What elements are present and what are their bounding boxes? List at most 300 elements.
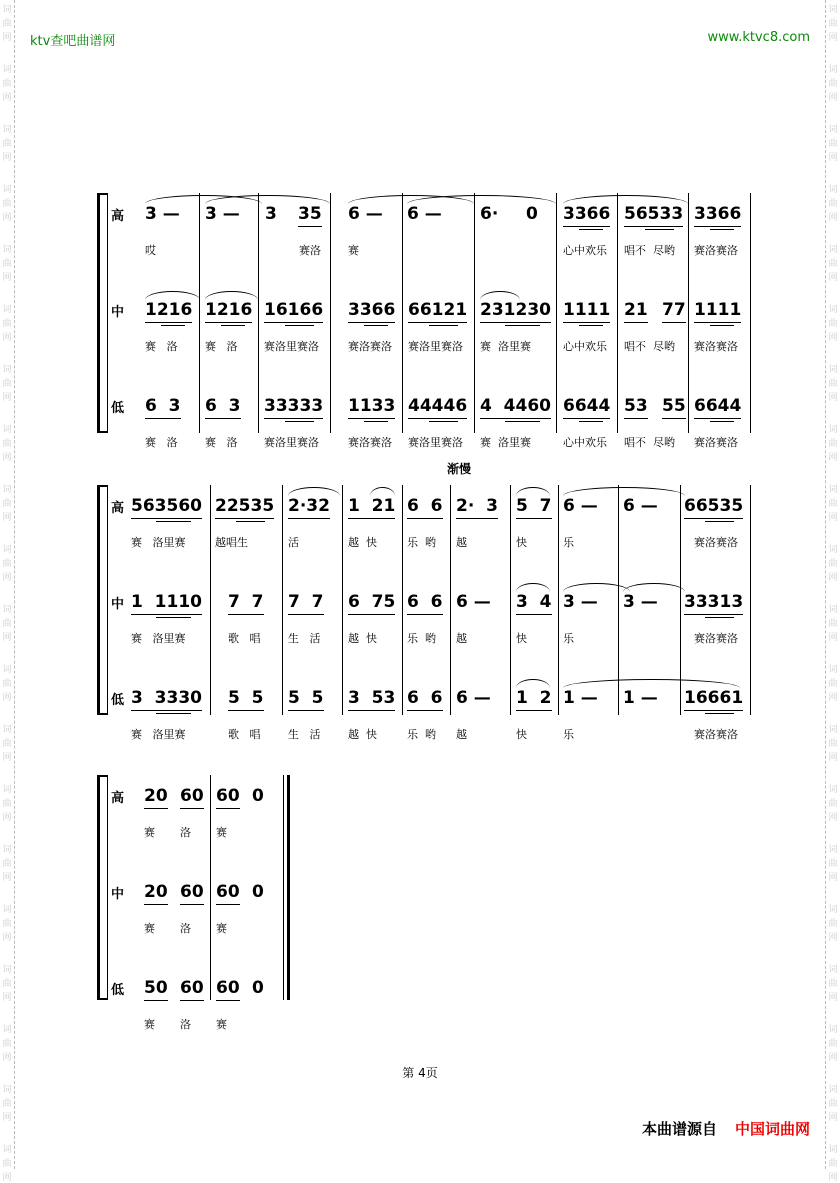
watermark-char: 曲 xyxy=(2,199,12,209)
lyric-text: 赛 洛 xyxy=(145,340,178,353)
beam-line xyxy=(364,325,388,326)
beam-line xyxy=(180,808,204,809)
watermark-char: 词 xyxy=(828,605,838,615)
note-group: 7 7 xyxy=(288,592,324,612)
beam-line xyxy=(145,418,181,419)
beam-line xyxy=(710,325,734,326)
watermark-char: 网 xyxy=(828,933,838,943)
note-group: 77 xyxy=(662,300,686,320)
beam-line xyxy=(216,904,240,905)
note-group: 5 5 xyxy=(288,688,324,708)
watermark-char: 曲 xyxy=(2,739,12,749)
watermark-char: 网 xyxy=(2,513,12,523)
lyric-text: 赛 xyxy=(144,826,155,839)
lyric-text: 心中欢乐 xyxy=(563,340,607,353)
beam-line xyxy=(579,325,603,326)
watermark-char: 词 xyxy=(2,425,12,435)
watermark-char: 词 xyxy=(2,545,12,555)
note-group: 1111 xyxy=(694,300,742,320)
watermark-char: 曲 xyxy=(828,319,838,329)
note-group: 6 6 xyxy=(407,496,443,516)
watermark-char: 网 xyxy=(828,153,838,163)
watermark-char: 词 xyxy=(2,185,12,195)
watermark-char: 曲 xyxy=(828,259,838,269)
slur-mark xyxy=(145,291,200,300)
header-right-url[interactable]: www.ktvc8.com xyxy=(707,30,810,45)
beam-line xyxy=(662,322,686,323)
watermark-char: 网 xyxy=(2,1173,12,1183)
watermark-char: 网 xyxy=(2,153,12,163)
beam-line xyxy=(228,614,264,615)
watermark-char: 网 xyxy=(2,393,12,403)
beam-line xyxy=(348,710,395,711)
bar-line xyxy=(107,193,108,433)
voice-label: 低 xyxy=(111,401,125,416)
note-group: 3 4 xyxy=(516,592,552,612)
note-group: 33333 xyxy=(264,396,324,416)
bar-line xyxy=(199,193,200,433)
lyric-text: 赛 洛里赛 xyxy=(131,632,186,645)
watermark-char: 网 xyxy=(828,813,838,823)
beam-line xyxy=(456,518,498,519)
final-bar-line xyxy=(287,775,290,1000)
note-group: 3 — xyxy=(563,592,598,612)
lyric-text: 赛洛赛洛 xyxy=(694,632,738,645)
note-group: 6 3 xyxy=(205,396,241,416)
watermark-char: 词 xyxy=(828,1025,838,1035)
watermark-char: 网 xyxy=(828,273,838,283)
beam-line xyxy=(429,325,459,326)
beam-line xyxy=(131,614,202,615)
beam-line xyxy=(161,325,185,326)
voice-label: 中 xyxy=(111,305,125,320)
watermark-char: 词 xyxy=(828,125,838,135)
beam-line xyxy=(131,518,202,519)
beam-line xyxy=(407,710,443,711)
beam-line xyxy=(156,713,192,714)
lyric-text: 赛 xyxy=(216,1018,227,1031)
beam-line xyxy=(180,1000,204,1001)
lyric-text: 赛洛赛洛 xyxy=(694,728,738,741)
note-group: 22535 xyxy=(215,496,275,516)
watermark-char: 词 xyxy=(828,1145,838,1155)
note-group: 6 — xyxy=(456,592,491,612)
voice-label: 中 xyxy=(111,887,125,902)
watermark-char: 曲 xyxy=(2,559,12,569)
note-group: 1111 xyxy=(563,300,611,320)
note-group: 3366 xyxy=(348,300,396,320)
lyric-text: 快 xyxy=(516,536,527,549)
lyric-text: 越 xyxy=(456,536,467,549)
watermark-char: 曲 xyxy=(828,139,838,149)
beam-line xyxy=(285,325,315,326)
note-group: 50 xyxy=(144,978,168,998)
watermark-char: 网 xyxy=(2,453,12,463)
bar-line xyxy=(258,193,259,433)
lyric-text: 乐 xyxy=(563,536,574,549)
bar-line xyxy=(402,485,403,715)
note-group: 7 7 xyxy=(228,592,264,612)
beam-line xyxy=(364,421,388,422)
voice-label: 高 xyxy=(111,791,125,806)
lyric-text: 越 快 xyxy=(348,536,377,549)
beam-line xyxy=(215,518,274,519)
note-group: 6· xyxy=(480,204,499,224)
bar-line xyxy=(342,485,343,715)
lyric-text: 快 xyxy=(516,728,527,741)
beam-line xyxy=(288,518,330,519)
note-group: 3366 xyxy=(694,204,742,224)
lyric-text: 洛 xyxy=(180,826,191,839)
watermark-char: 曲 xyxy=(2,79,12,89)
watermark-char: 网 xyxy=(828,213,838,223)
watermark-char: 词 xyxy=(2,1085,12,1095)
note-group: 33313 xyxy=(684,592,744,612)
note-group: 56533 xyxy=(624,204,684,224)
beam-line xyxy=(408,418,467,419)
beam-line xyxy=(563,322,610,323)
lyric-text: 赛 洛里赛 xyxy=(480,340,531,353)
lyric-text: 赛洛里赛洛 xyxy=(408,340,463,353)
lyric-text: 赛 xyxy=(216,826,227,839)
beam-line xyxy=(516,518,552,519)
watermark-char: 词 xyxy=(828,305,838,315)
slur-mark xyxy=(563,487,685,496)
slur-mark xyxy=(563,583,630,592)
voice-label: 低 xyxy=(111,693,125,708)
watermark-char: 网 xyxy=(828,1053,838,1063)
beam-line xyxy=(705,617,735,618)
beam-line xyxy=(221,325,245,326)
watermark-char: 词 xyxy=(828,365,838,375)
watermark-char: 曲 xyxy=(2,499,12,509)
note-group: 0 xyxy=(252,978,264,998)
beam-line xyxy=(348,418,395,419)
watermark-char: 词 xyxy=(2,605,12,615)
beam-line xyxy=(694,226,741,227)
watermark-char: 词 xyxy=(828,425,838,435)
system-2 xyxy=(97,485,754,741)
voice-label: 高 xyxy=(111,501,125,516)
lyric-text: 歌 唱 xyxy=(228,728,261,741)
beam-line xyxy=(264,418,323,419)
beam-line xyxy=(408,322,467,323)
slur-mark xyxy=(563,195,688,204)
watermark-char: 网 xyxy=(828,93,838,103)
lyric-text: 赛洛赛洛 xyxy=(694,536,738,549)
footer-site-link[interactable]: 中国词曲网 xyxy=(734,1120,810,1138)
lyric-text: 唱不 尽哟 xyxy=(624,436,675,449)
watermark-char: 词 xyxy=(828,65,838,75)
note-group: 3 3330 xyxy=(131,688,202,708)
note-group: 6 — xyxy=(456,688,491,708)
beam-line xyxy=(407,614,443,615)
lyric-text: 赛 xyxy=(216,922,227,935)
watermark-char: 词 xyxy=(2,485,12,495)
slur-mark xyxy=(288,487,340,496)
beam-line xyxy=(205,418,241,419)
watermark-char: 曲 xyxy=(828,1099,838,1109)
bar-line xyxy=(450,485,451,715)
lyric-text: 赛洛赛洛 xyxy=(694,244,738,257)
beam-line xyxy=(516,614,552,615)
watermark-char: 网 xyxy=(2,1113,12,1123)
watermark-char: 曲 xyxy=(2,379,12,389)
note-group: 6 6 xyxy=(407,592,443,612)
watermark-char: 词 xyxy=(2,245,12,255)
watermark-char: 词 xyxy=(2,65,12,75)
right-watermark-strip xyxy=(825,0,840,1183)
watermark-char: 词 xyxy=(2,365,12,375)
lyric-text: 哎 xyxy=(145,244,156,257)
note-group: 6644 xyxy=(563,396,611,416)
lyric-text: 赛 洛里赛 xyxy=(131,536,186,549)
bar-line xyxy=(617,193,618,433)
note-group: 6644 xyxy=(694,396,742,416)
slur-mark xyxy=(623,583,685,592)
page-number: 第 4页 xyxy=(402,1066,438,1080)
watermark-char: 词 xyxy=(2,305,12,315)
watermark-char: 网 xyxy=(828,33,838,43)
watermark-char: 词 xyxy=(2,965,12,975)
beam-line xyxy=(624,226,683,227)
note-group: 60 xyxy=(180,882,204,902)
beam-line xyxy=(710,421,734,422)
watermark-char: 网 xyxy=(2,333,12,343)
note-group: 1 2 xyxy=(516,688,552,708)
note-group: 16166 xyxy=(264,300,324,320)
watermark-char: 曲 xyxy=(828,1039,838,1049)
watermark-char: 曲 xyxy=(2,979,12,989)
beam-line xyxy=(516,710,552,711)
beam-line xyxy=(684,710,743,711)
beam-line xyxy=(156,617,192,618)
bar-line-end xyxy=(750,193,751,433)
slur-mark xyxy=(516,679,550,688)
footer xyxy=(642,1118,810,1139)
note-group: 3 — xyxy=(623,592,658,612)
lyric-text: 赛 xyxy=(144,1018,155,1031)
bar-line xyxy=(558,485,559,715)
watermark-char: 词 xyxy=(828,965,838,975)
system-1 xyxy=(97,193,754,449)
beam-line xyxy=(285,421,315,422)
watermark-char: 曲 xyxy=(828,439,838,449)
beam-line xyxy=(216,808,240,809)
note-group: 60 xyxy=(180,786,204,806)
beam-line xyxy=(505,325,541,326)
note-group: 6 6 xyxy=(407,688,443,708)
note-group: 0 xyxy=(252,786,264,806)
note-group: 2· 3 xyxy=(456,496,498,516)
lyric-text: 歌 唱 xyxy=(228,632,261,645)
watermark-char: 词 xyxy=(2,1145,12,1155)
lyric-text: 乐 xyxy=(563,632,574,645)
voice-label: 高 xyxy=(111,209,125,224)
watermark-char: 网 xyxy=(828,753,838,763)
bar-line xyxy=(474,193,475,433)
lyric-text: 赛洛赛洛 xyxy=(348,436,392,449)
note-group: 231230 xyxy=(480,300,551,320)
watermark-char: 网 xyxy=(2,753,12,763)
watermark-char: 词 xyxy=(828,905,838,915)
beam-line xyxy=(144,1000,168,1001)
note-group: 2·32 xyxy=(288,496,330,516)
voice-label: 低 xyxy=(111,983,125,998)
slur-mark xyxy=(516,583,550,592)
beam-line xyxy=(156,521,192,522)
lyric-text: 心中欢乐 xyxy=(563,244,607,257)
watermark-char: 网 xyxy=(828,633,838,643)
note-group: 60 xyxy=(216,786,240,806)
lyric-text: 赛洛里赛洛 xyxy=(264,340,319,353)
beam-line xyxy=(563,226,610,227)
beam-line xyxy=(288,614,324,615)
note-group: 35 xyxy=(298,204,322,224)
note-group: 60 xyxy=(216,882,240,902)
beam-line xyxy=(216,1000,240,1001)
beam-line xyxy=(145,322,192,323)
watermark-char: 曲 xyxy=(828,1159,838,1169)
lyric-text: 赛 洛里赛 xyxy=(131,728,186,741)
beam-line xyxy=(480,418,551,419)
beam-line xyxy=(131,710,202,711)
watermark-char: 网 xyxy=(2,933,12,943)
watermark-char: 词 xyxy=(2,725,12,735)
lyric-text: 唱不 尽哟 xyxy=(624,340,675,353)
note-group: 44446 xyxy=(408,396,468,416)
note-group: 1 1110 xyxy=(131,592,202,612)
beam-line xyxy=(228,710,264,711)
watermark-char: 曲 xyxy=(828,799,838,809)
bar-line-end xyxy=(283,775,284,1000)
watermark-char: 网 xyxy=(2,873,12,883)
lyric-text: 赛 洛 xyxy=(205,340,238,353)
bar-line xyxy=(510,485,511,715)
note-group: 1216 xyxy=(205,300,253,320)
note-group: 6 3 xyxy=(145,396,181,416)
watermark-char: 曲 xyxy=(828,559,838,569)
lyric-text: 越 xyxy=(456,728,467,741)
note-group: 66121 xyxy=(408,300,468,320)
header-left-site[interactable]: ktv查吧曲谱网 xyxy=(30,34,116,49)
watermark-char: 词 xyxy=(828,485,838,495)
bar-line xyxy=(210,775,211,1000)
watermark-char: 曲 xyxy=(2,439,12,449)
beam-line xyxy=(264,322,323,323)
watermark-char: 网 xyxy=(828,1173,838,1183)
lyric-text: 活 xyxy=(288,536,299,549)
beam-line xyxy=(348,322,395,323)
watermark-char: 曲 xyxy=(2,799,12,809)
watermark-char: 曲 xyxy=(2,139,12,149)
watermark-char: 曲 xyxy=(828,679,838,689)
watermark-char: 词 xyxy=(2,125,12,135)
lyric-text: 越 xyxy=(456,632,467,645)
lyric-text: 赛 洛里赛 xyxy=(480,436,531,449)
bar-line xyxy=(107,485,108,715)
beam-line xyxy=(579,229,603,230)
watermark-char: 网 xyxy=(828,1113,838,1123)
bar-line xyxy=(688,193,689,433)
note-group: 4 4460 xyxy=(480,396,551,416)
slur-mark xyxy=(205,291,258,300)
lyric-text: 越 快 xyxy=(348,728,377,741)
watermark-char: 词 xyxy=(2,1025,12,1035)
watermark-char: 词 xyxy=(828,185,838,195)
beam-line xyxy=(407,518,443,519)
note-group: 60 xyxy=(216,978,240,998)
lyric-text: 赛洛里赛洛 xyxy=(408,436,463,449)
watermark-char: 网 xyxy=(2,1053,12,1063)
watermark-char: 词 xyxy=(2,5,12,15)
note-group: 53 xyxy=(624,396,648,416)
watermark-char: 网 xyxy=(2,693,12,703)
beam-line xyxy=(710,229,734,230)
slur-mark xyxy=(516,487,550,496)
beam-line xyxy=(645,229,675,230)
watermark-char: 曲 xyxy=(2,1159,12,1169)
beam-line xyxy=(144,808,168,809)
tempo-mark: 渐慢 xyxy=(447,462,472,476)
watermark-char: 网 xyxy=(828,333,838,343)
watermark-char: 词 xyxy=(828,245,838,255)
watermark-char: 曲 xyxy=(2,679,12,689)
beam-line xyxy=(694,322,741,323)
beam-line xyxy=(563,418,610,419)
note-group: 563560 xyxy=(131,496,202,516)
lyric-text: 快 xyxy=(516,632,527,645)
watermark-char: 网 xyxy=(828,693,838,703)
bar-line xyxy=(282,485,283,715)
footer-source-label: 本曲谱源自 xyxy=(641,1120,717,1138)
watermark-char: 词 xyxy=(2,845,12,855)
beam-line xyxy=(624,322,648,323)
lyric-text: 心中欢乐 xyxy=(563,436,607,449)
bar-line xyxy=(402,193,403,433)
lyric-text: 赛 xyxy=(144,922,155,935)
note-group: 1 — xyxy=(623,688,658,708)
bar-line-end xyxy=(750,485,751,715)
watermark-char: 词 xyxy=(2,665,12,675)
beam-line xyxy=(348,614,395,615)
system-3 xyxy=(97,775,287,1031)
lyric-text: 乐 哟 xyxy=(407,536,436,549)
beam-line xyxy=(236,521,266,522)
watermark-char: 曲 xyxy=(828,619,838,629)
note-group: 60 xyxy=(180,978,204,998)
watermark-char: 曲 xyxy=(2,259,12,269)
watermark-char: 词 xyxy=(828,725,838,735)
watermark-char: 词 xyxy=(828,5,838,15)
watermark-char: 词 xyxy=(2,905,12,915)
watermark-char: 网 xyxy=(828,513,838,523)
lyric-text: 赛洛赛洛 xyxy=(348,340,392,353)
note-group: 21 xyxy=(624,300,648,320)
note-group: 55 xyxy=(662,396,686,416)
lyric-text: 越 快 xyxy=(348,632,377,645)
beam-line xyxy=(624,418,648,419)
bar-line xyxy=(556,193,557,433)
slur-mark xyxy=(563,679,740,688)
note-group: 20 xyxy=(144,882,168,902)
watermark-char: 网 xyxy=(2,33,12,43)
lyric-text: 赛洛赛洛 xyxy=(694,340,738,353)
watermark-char: 网 xyxy=(828,453,838,463)
watermark-char: 曲 xyxy=(828,199,838,209)
beam-line xyxy=(480,322,551,323)
lyric-text: 赛 洛 xyxy=(145,436,178,449)
